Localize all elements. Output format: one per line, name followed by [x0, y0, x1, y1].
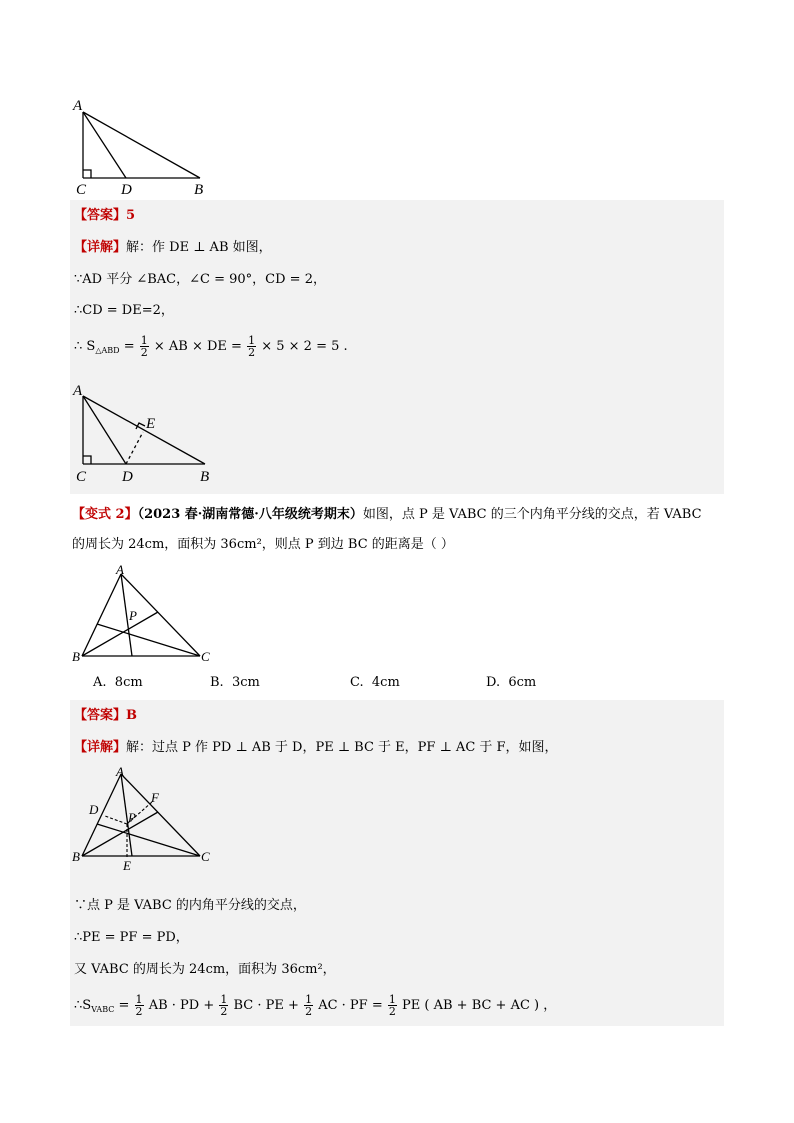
figure-triangle-abc-2 [70, 380, 220, 486]
label-c: C [76, 182, 87, 198]
label-a: A [116, 562, 124, 577]
label-c: C [76, 469, 87, 485]
detail-2-line-2: ∵点 P 是 VABC 的内角平分线的交点， [74, 898, 306, 913]
label-p: P [128, 810, 136, 825]
option-a[interactable]: A. 8cm [93, 675, 143, 690]
fraction-half: $\frac{1}{2}$ [135, 993, 143, 1018]
fraction-half: $\frac{1}{2}$ [220, 993, 228, 1018]
fraction-half: $\frac{1}{2}$ [248, 334, 256, 359]
option-d[interactable]: D. 6cm [486, 675, 537, 690]
answer-2: 【答案】B [74, 708, 138, 723]
label-d: D [122, 469, 133, 485]
label-a: A [73, 383, 83, 399]
detail-2-line-3: ∴PE = PF = PD， [74, 930, 189, 945]
variant-2-line-1: 【变式 2】（2023 春·湖南常德·八年级统考期末）如图，点 P 是 VABC 的三个内角平分线的交点，若 VABC [72, 507, 702, 522]
fraction-half: $\frac{1}{2}$ [388, 993, 396, 1018]
fraction-half: $\frac{1}{2}$ [305, 993, 313, 1018]
detail-1-line-3: ∴CD = DE=2， [74, 303, 174, 318]
label-b: B [200, 469, 210, 485]
option-b[interactable]: B. 3cm [210, 675, 260, 690]
label-a: A [116, 764, 124, 779]
label-e: E [123, 858, 131, 872]
label-p: P [129, 608, 137, 623]
label-e: E [146, 416, 156, 432]
label-b: B [194, 182, 204, 198]
label-d: D [121, 182, 132, 198]
figure-triangle-abc-1 [70, 92, 220, 198]
label-d: D [89, 802, 99, 817]
label-c: C [201, 649, 210, 664]
answer-1: 【答案】5 [74, 208, 136, 223]
label-b: B [72, 649, 80, 664]
label-a: A [73, 98, 83, 114]
variant-2-line-2: 的周长为 24cm，面积为 36cm²，则点 P 到边 BC 的距离是（ ） [72, 537, 454, 552]
label-f: F [151, 790, 159, 805]
figure-triangle-perpendiculars [70, 762, 220, 872]
detail-2-line-1: 【详解】解：过点 P 作 PD ⊥ AB 于 D，PE ⊥ BC 于 E，PF ⊥ AC 于 F，如图， [74, 740, 558, 755]
detail-1-line-1: 【详解】解：作 DE ⊥ AB 如图， [74, 240, 272, 255]
detail-2-line-5: $\therefore S_{VABC}$ = $\frac{1}{2}$ AB · PD + $\frac{1}{2}$ BC · PE + $\frac{1}{2}$ AC · PF = $\frac{1}{2}$ PE ( AB + BC + AC ) ， [74, 993, 557, 1018]
detail-1-line-4: ∴ $S_{\triangle ABD}$ = $\frac{1}{2}$ × AB × DE = $\frac{1}{2}$ × 5 × 2 = 5 . [74, 334, 348, 359]
label-b: B [72, 849, 80, 864]
option-c[interactable]: C. 4cm [350, 675, 400, 690]
label-c: C [201, 849, 210, 864]
figure-triangle-angle-bisectors [70, 562, 220, 668]
fraction-half: $\frac{1}{2}$ [140, 334, 148, 359]
detail-1-line-2: ∵AD 平分 ∠BAC，∠C = 90°，CD = 2， [74, 272, 326, 287]
detail-2-line-4: 又 VABC 的周长为 24cm，面积为 36cm²， [74, 962, 336, 977]
